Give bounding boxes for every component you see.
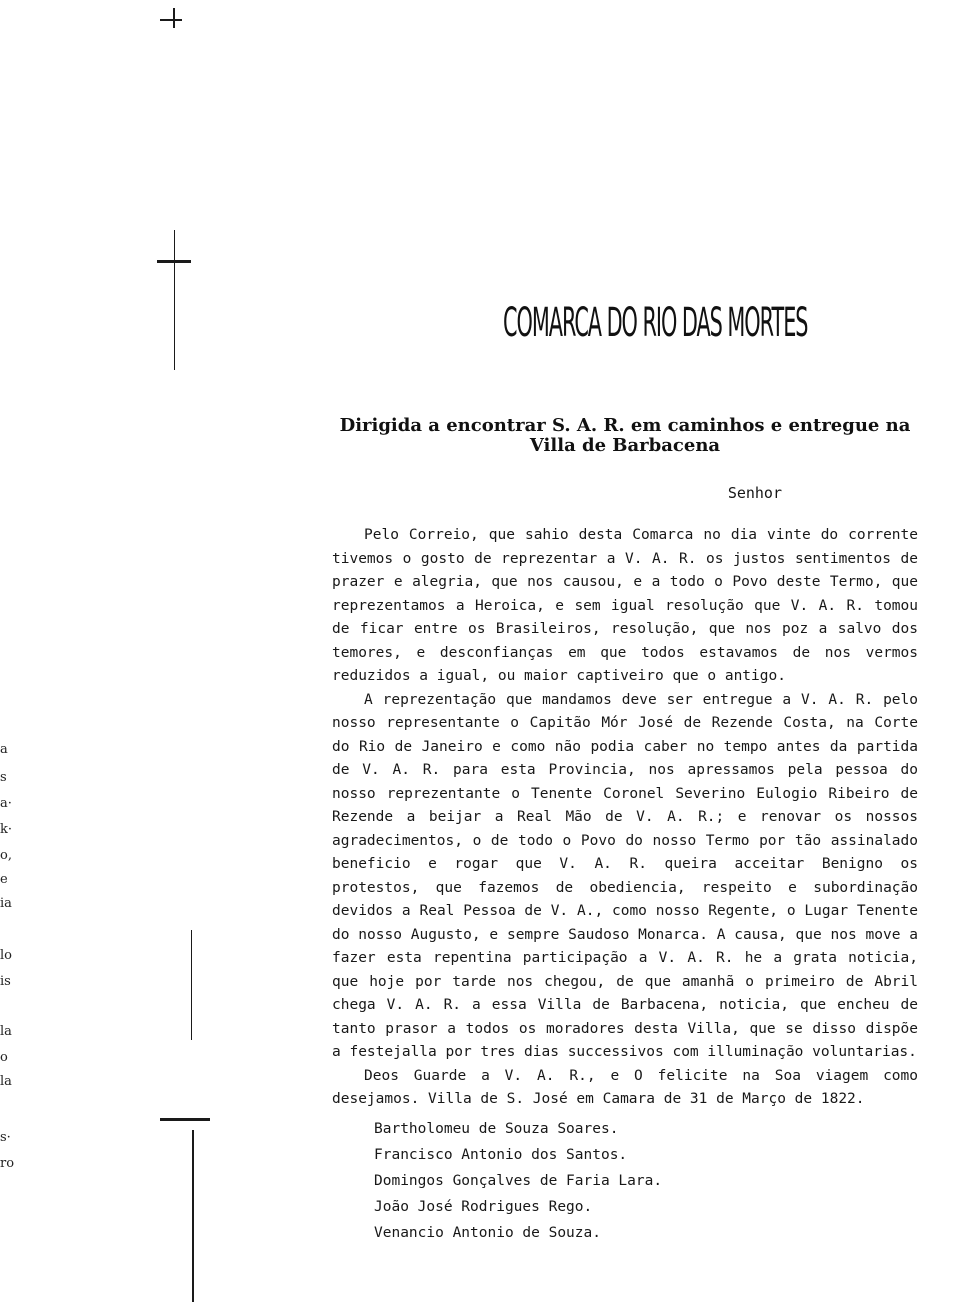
- edge-fragment: k·: [0, 822, 13, 837]
- edge-fragment: ia: [0, 896, 12, 911]
- binding-mark-top: [160, 19, 182, 21]
- edge-fragment: la: [0, 1074, 12, 1089]
- binding-mark-cross-1: [157, 260, 191, 263]
- edge-fragment: la: [0, 1024, 12, 1039]
- edge-fragment: o,: [0, 848, 12, 863]
- paragraph-2: A reprezentação que mandamos deve ser entregue a V. A. R. pelo nosso representante o Capitão Mór José de Rezende Costa, na Corte do Rio de Janeiro e como não podia caber no tempo antes da partida de V. A. R. para esta Provincia, nos apressamos pela pessoa do nosso reprezentante o Tenente Coronel Severino Eulogio Ribeiro de Rezende a beijar a Real Mão de V. A. R.; e renovar os nossos agradecimentos, o de todo o Povo do nosso Termo por tão assinalado beneficio e rogar que V. A. R. queira acceitar Benigno os protestos, que fazemos de obediencia, respeito e subordinação devidos a Real Pessoa de V. A., como nosso Regente, o Lugar Tenente do nosso Augusto, e sempre Saudoso Monarca. A causa, que nos move a fazer esta repentina participação a V. A. R. he a grata noticia, que hoje por tarde nos chegou, de que amanhã o primeiro de Abril chega V. A. R. a essa Villa de Barbacena, noticia, que encheu de tanto prasor a todos os moradores desta Villa, que se disso dispõe a festejalla por tres dias successivos com illuminação voluntarias.: [332, 691, 918, 1060]
- edge-fragment: a: [0, 742, 8, 757]
- edge-fragment: is: [0, 974, 11, 989]
- closing-line: Deos Guarde a V. A. R., e O felicite na Soa viagem como desejamos. Villa de S. José em Camara de 31 de Março de 1822.: [332, 1067, 918, 1107]
- document-subtitle: Dirigida a encontrar S. A. R. em caminhos e entregue na Villa de Barbacena: [339, 415, 911, 456]
- signatory: Francisco Antonio dos Santos.: [374, 1146, 628, 1163]
- letter-body: [332, 524, 918, 1112]
- edge-fragment: s: [0, 770, 7, 785]
- edge-fragment: s·: [0, 1130, 11, 1145]
- edge-fragment: e: [0, 872, 8, 887]
- edge-fragment: lo: [0, 948, 12, 963]
- document-title: COMARCA DO RIO DAS MORTES: [503, 300, 808, 346]
- signatory: Venancio Antonio de Souza.: [374, 1224, 601, 1241]
- binding-line-1: [174, 230, 175, 370]
- edge-fragment: o: [0, 1050, 8, 1065]
- signatory-list: [332, 1116, 918, 1246]
- binding-mark-cross-2: [160, 1118, 210, 1121]
- signatory: João José Rodrigues Rego.: [374, 1198, 593, 1215]
- edge-fragment: ro: [0, 1156, 15, 1171]
- binding-line-3: [192, 1130, 194, 1302]
- signatory: Bartholomeu de Souza Soares.: [374, 1120, 619, 1137]
- binding-line-2: [191, 930, 192, 1040]
- salutation: Senhor: [727, 484, 782, 502]
- edge-fragment: a·: [0, 796, 12, 811]
- binding-mark-top-stem: [173, 8, 175, 28]
- signatory: Domingos Gonçalves de Faria Lara.: [374, 1172, 663, 1189]
- paragraph-1: Pelo Correio, que sahio desta Comarca no dia vinte do corrente tivemos o gosto de reprezentar a V. A. R. os justos sentimentos de prazer e alegria, que nos causou, e a todo o Povo deste Termo, que reprezentamos a Heroica, e sem igual resolução que V. A. R. tomou de ficar entre os Brasileiros, resolução, que nos poz a salvo dos temores, e desconfianças em que todos estavamos de nos vermos reduzidos a igual, ou maior captiveiro que o antigo.: [332, 527, 918, 684]
- document-page: [332, 300, 918, 1246]
